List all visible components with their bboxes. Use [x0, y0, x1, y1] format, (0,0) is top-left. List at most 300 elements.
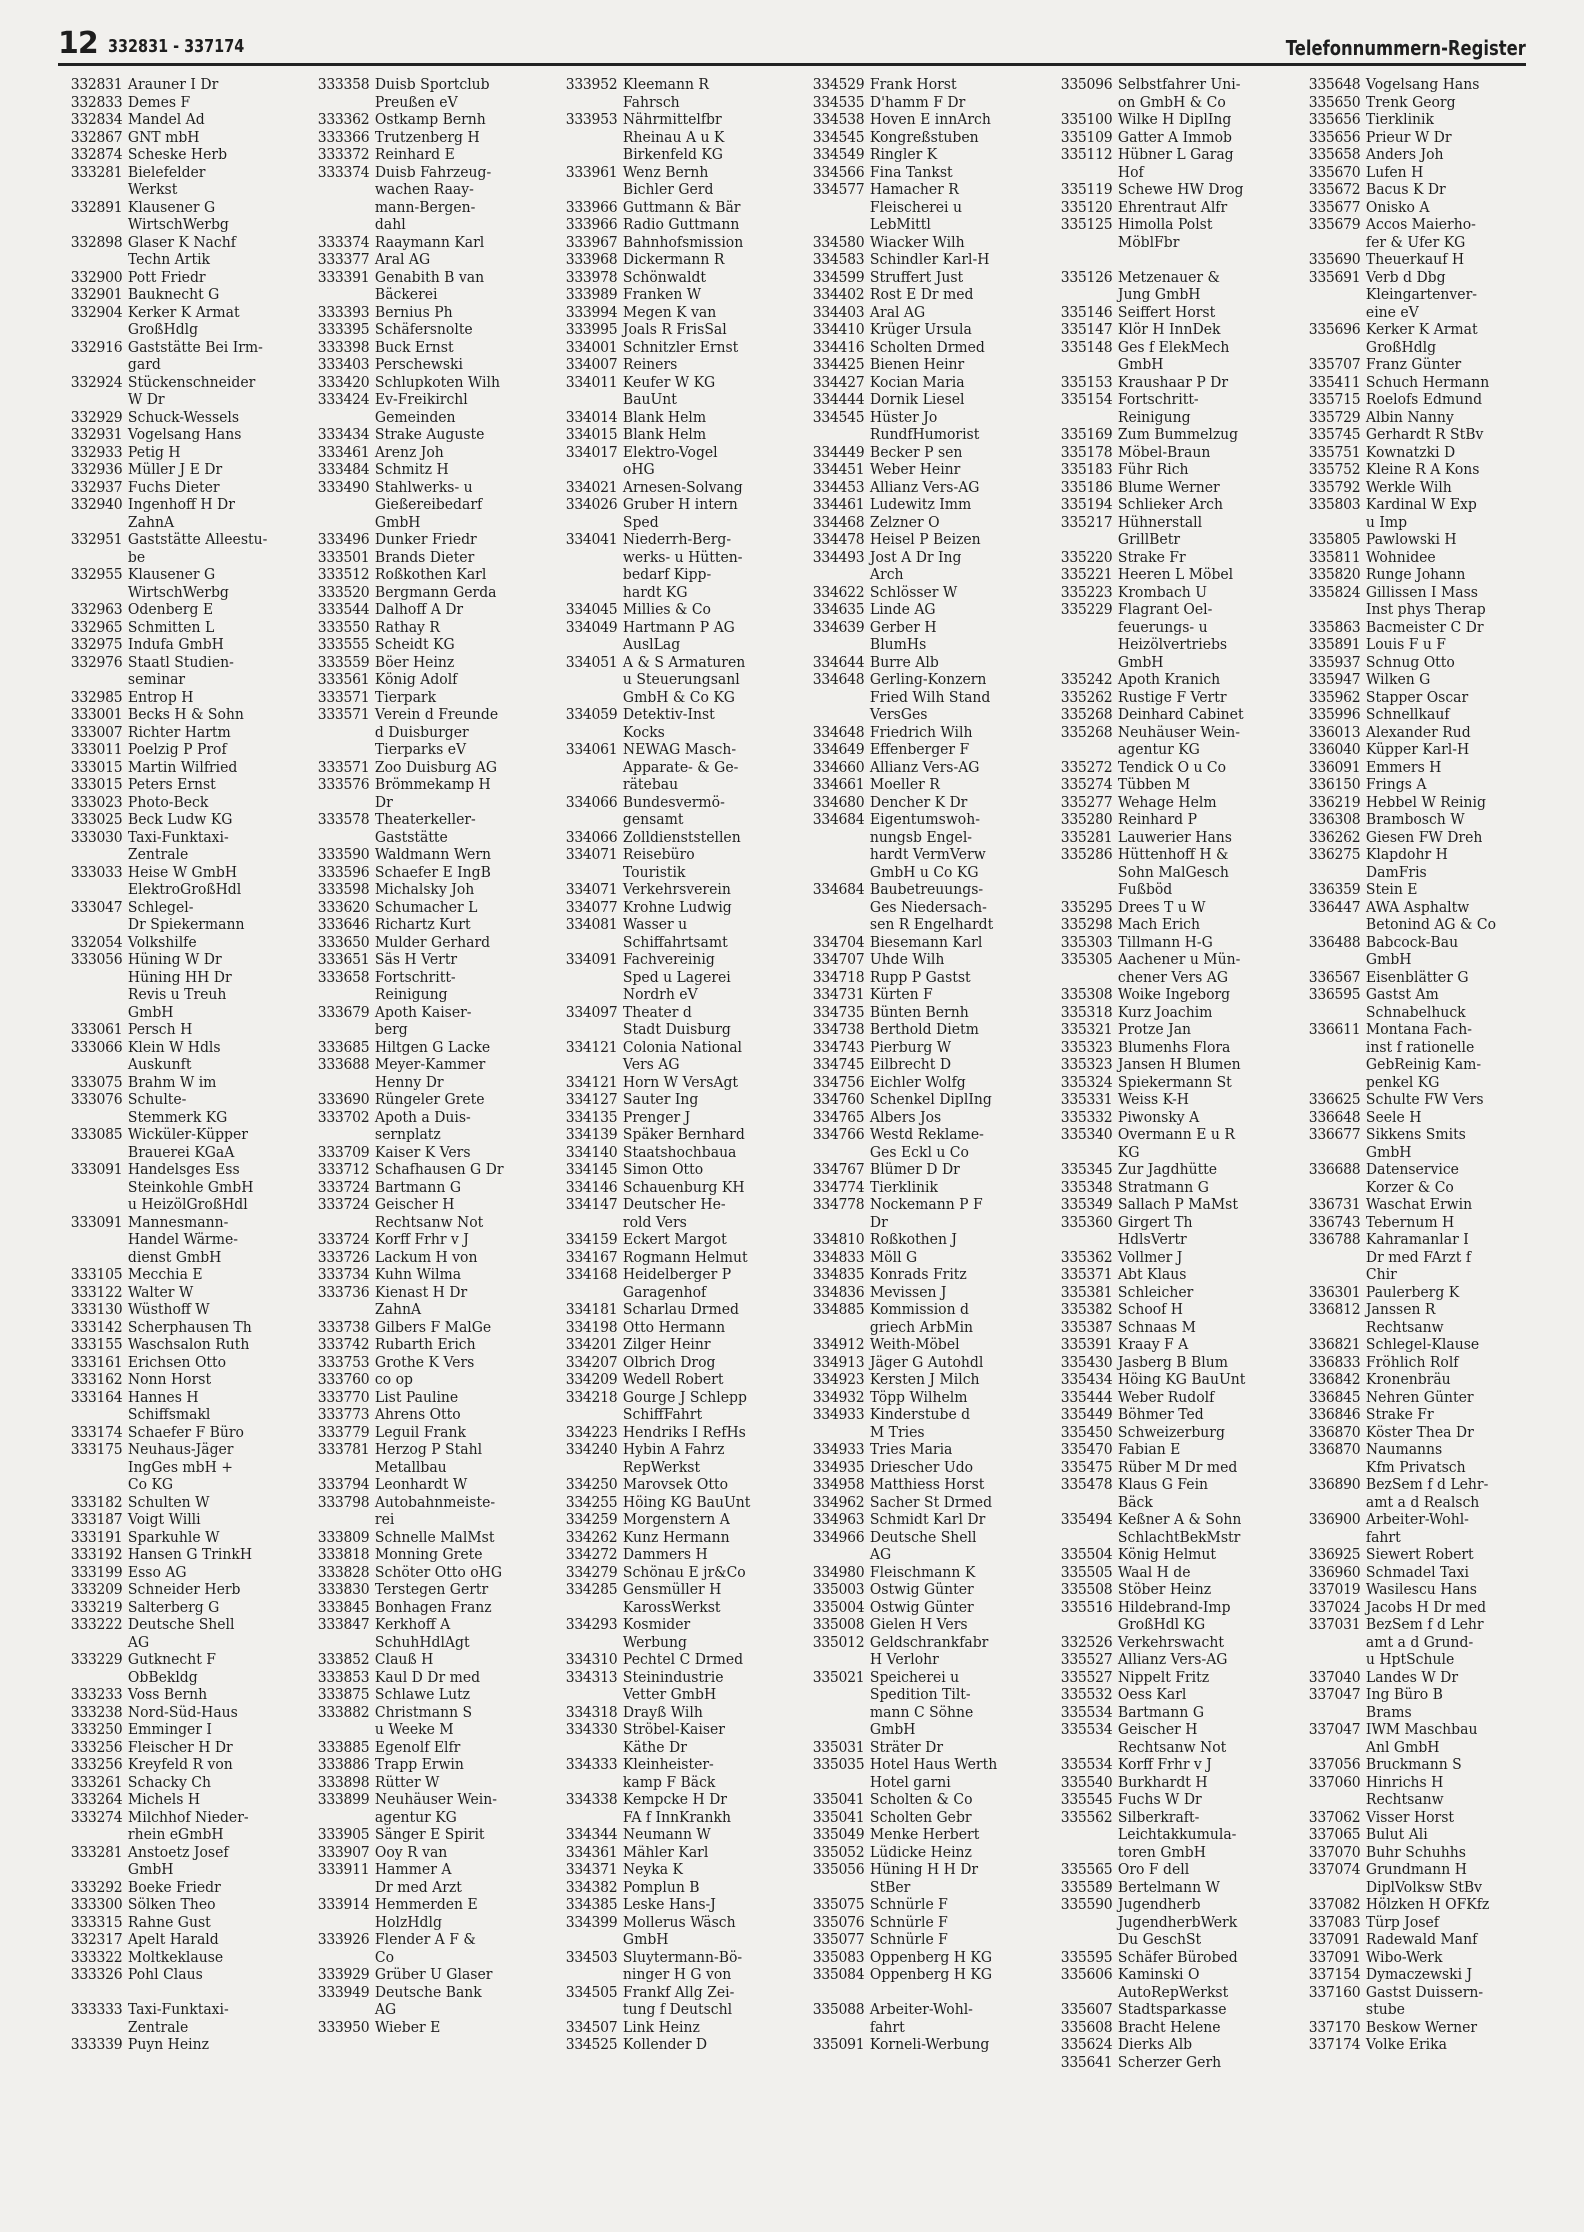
subscriber-name: DamFris — [1365, 862, 1427, 881]
phone-number: 335084 — [812, 1965, 865, 1983]
subscriber-name: Schuch Hermann — [1365, 372, 1490, 391]
phone-number: 332833 — [70, 92, 123, 111]
subscriber-name: Tierklinik — [1365, 110, 1434, 128]
directory-entry — [800, 969, 1030, 987]
directory-entry — [1048, 531, 1278, 549]
directory-entry — [553, 1721, 783, 1739]
phone-number: 333550 — [317, 617, 370, 636]
subscriber-name: KG — [1117, 1142, 1140, 1161]
directory-entry — [1048, 1634, 1278, 1652]
phone-number: 332874 — [70, 145, 123, 163]
directory-entry — [800, 1389, 1030, 1407]
directory-entry — [800, 76, 1030, 94]
directory-entry — [305, 671, 535, 689]
directory-entry — [553, 444, 783, 462]
subscriber-name: Stahlwerks- u — [374, 477, 473, 496]
subscriber-name: Zoo Duisburg AG — [374, 757, 498, 776]
directory-entry — [305, 566, 535, 584]
phone-number: 335707 — [1308, 355, 1361, 373]
subscriber-name: Giesen FW Dreh — [1365, 827, 1483, 846]
subscriber-name: berg — [374, 1020, 408, 1038]
directory-entry — [58, 2001, 288, 2019]
directory-entry — [305, 1424, 535, 1442]
subscriber-name: Dammers H — [622, 1545, 708, 1563]
subscriber-name: Kerkhoff A — [374, 1615, 451, 1633]
directory-entry — [1048, 1354, 1278, 1372]
phone-number: 333209 — [70, 1580, 123, 1598]
subscriber-name: Michalsky Joh — [374, 880, 475, 898]
subscriber-name: Ostkamp Bernh — [374, 110, 486, 128]
subscriber-name: mann-Bergen- — [374, 197, 476, 216]
directory-entry — [1296, 1931, 1526, 1949]
directory-entry — [58, 1021, 288, 1039]
subscriber-name: Betonind AG & Co — [1365, 915, 1497, 933]
phone-number: 335691 — [1308, 267, 1361, 286]
phone-number: 333362 — [317, 110, 370, 128]
directory-entry — [553, 164, 783, 182]
phone-number: 335494 — [1060, 1510, 1113, 1528]
phone-number: 333339 — [70, 2035, 123, 2053]
subscriber-name: Louis F u F — [1365, 635, 1446, 653]
phone-number: 333007 — [70, 722, 123, 741]
directory-entry — [800, 1966, 1030, 1984]
directory-entry — [1296, 741, 1526, 759]
subscriber-name: Millies & Co — [622, 600, 711, 618]
subscriber-name: Schindler Karl-H — [869, 250, 990, 268]
phone-number: 333122 — [70, 1282, 123, 1301]
phone-number: 333911 — [317, 1860, 370, 1878]
subscriber-name: Dunker Friedr — [374, 530, 477, 548]
directory-entry — [1296, 689, 1526, 707]
phone-number: 335534 — [1060, 1702, 1113, 1721]
phone-number: 335100 — [1060, 110, 1113, 128]
subscriber-name: Albin Nanny — [1365, 407, 1454, 426]
directory-entry — [1048, 1406, 1278, 1424]
directory-entry — [58, 181, 288, 199]
subscriber-name: Monning Grete — [374, 1545, 483, 1563]
phone-number: 334538 — [812, 110, 865, 128]
directory-entry — [800, 549, 1030, 567]
subscriber-name: Photo-Beck — [127, 792, 209, 811]
directory-entry — [800, 479, 1030, 497]
subscriber-name: GmbH — [127, 1002, 174, 1021]
phone-number: 336301 — [1308, 1282, 1361, 1301]
directory-entry — [800, 199, 1030, 217]
subscriber-name: Kleinheister- — [622, 1755, 714, 1773]
directory-entry — [58, 1126, 288, 1144]
subscriber-name: Käthe Dr — [622, 1737, 687, 1756]
directory-entry — [1048, 1896, 1278, 1914]
phone-number: 333030 — [70, 827, 123, 846]
subscriber-name: co op — [374, 1370, 413, 1388]
directory-entry — [553, 864, 783, 882]
subscriber-name: Hübner L Garag — [1117, 145, 1234, 163]
directory-entry — [1296, 479, 1526, 497]
directory-column — [553, 76, 803, 2054]
directory-entry — [1296, 1546, 1526, 1564]
subscriber-name: Bernius Ph — [374, 302, 453, 321]
subscriber-name: Nonn Horst — [127, 1370, 212, 1388]
subscriber-name: Egenolf Elfr — [374, 1737, 461, 1756]
subscriber-name: Korff Frhr v J — [1117, 1755, 1212, 1773]
subscriber-name: Lauwerier Hans — [1117, 827, 1232, 846]
phone-number: 335811 — [1308, 547, 1361, 566]
directory-entry — [1296, 1581, 1526, 1599]
subscriber-name: König Helmut — [1117, 1545, 1217, 1563]
phone-number: 333898 — [317, 1772, 370, 1791]
phone-number: 335360 — [1060, 1212, 1113, 1231]
directory-entry — [553, 321, 783, 339]
directory-entry — [800, 531, 1030, 549]
directory-entry — [1048, 1144, 1278, 1162]
subscriber-name: Roelofs Edmund — [1365, 390, 1483, 408]
directory-entry — [553, 129, 783, 147]
subscriber-name: Buhr Schuhhs — [1365, 1842, 1466, 1861]
subscriber-name: Weith-Möbel — [869, 1335, 960, 1353]
subscriber-name: sernplatz — [374, 1125, 441, 1143]
phone-number: 333978 — [565, 267, 618, 286]
subscriber-name: u Imp — [1365, 512, 1408, 531]
subscriber-name: Sträter Dr — [869, 1737, 944, 1756]
phone-number: 335041 — [812, 1790, 865, 1808]
subscriber-name: Höing KG BauUnt — [622, 1492, 751, 1511]
phone-number: 335532 — [1060, 1685, 1113, 1703]
directory-entry — [1296, 1039, 1526, 1057]
phone-number: 335169 — [1060, 425, 1113, 443]
phone-number: 334635 — [812, 600, 865, 618]
subscriber-name: Gießereibedarf — [374, 495, 483, 513]
directory-entry — [553, 1179, 783, 1197]
phone-number: 335450 — [1060, 1422, 1113, 1441]
subscriber-name: BlumHs — [869, 635, 927, 653]
subscriber-name: Mevissen J — [869, 1282, 947, 1301]
subscriber-name: Vetter GmbH — [622, 1685, 717, 1703]
directory-entry — [1048, 1704, 1278, 1722]
directory-entry — [305, 1494, 535, 1512]
directory-entry — [1296, 1984, 1526, 2002]
subscriber-name: Dr — [869, 1212, 888, 1231]
phone-number: 333596 — [317, 862, 370, 881]
phone-number: 335672 — [1308, 180, 1361, 198]
subscriber-name: Rüngeler Grete — [374, 1090, 485, 1108]
phone-number: 337174 — [1308, 2035, 1361, 2053]
phone-number: 335863 — [1308, 617, 1361, 636]
phone-number: 333899 — [317, 1790, 370, 1808]
directory-entry — [305, 706, 535, 724]
subscriber-name: Emmers H — [1365, 757, 1442, 776]
directory-entry — [58, 1931, 288, 1949]
subscriber-name: be — [127, 547, 146, 566]
phone-number: 334139 — [565, 1125, 618, 1143]
directory-entry — [553, 1319, 783, 1337]
subscriber-name: Gutknecht F — [127, 1650, 217, 1668]
directory-entry — [58, 689, 288, 707]
directory-entry — [1048, 1126, 1278, 1144]
subscriber-name: Roßkothen Karl — [374, 565, 487, 583]
phone-number: 332834 — [70, 110, 123, 128]
directory-entry — [1048, 1949, 1278, 1967]
phone-number: 335004 — [812, 1597, 865, 1616]
directory-entry — [800, 1686, 1030, 1704]
phone-number: 335589 — [1060, 1877, 1113, 1896]
phone-number: 334240 — [565, 1440, 618, 1458]
phone-number: 335349 — [1060, 1195, 1113, 1213]
directory-entry — [305, 1319, 535, 1337]
directory-entry — [800, 1109, 1030, 1127]
subscriber-name: Scholten & Co — [869, 1790, 973, 1808]
directory-entry — [305, 1721, 535, 1739]
phone-number: 334272 — [565, 1545, 618, 1563]
directory-entry — [1296, 1004, 1526, 1022]
directory-entry — [1296, 1529, 1526, 1547]
directory-entry — [553, 566, 783, 584]
directory-entry — [1296, 934, 1526, 952]
phone-number: 337060 — [1308, 1772, 1361, 1791]
subscriber-name: Odenberg E — [127, 600, 214, 618]
directory-entry — [305, 129, 535, 147]
directory-entry — [553, 1074, 783, 1092]
phone-number: 335091 — [812, 2035, 865, 2053]
subscriber-name: Deinhard Cabinet — [1117, 705, 1244, 723]
directory-entry — [800, 566, 1030, 584]
subscriber-name: oHG — [622, 460, 655, 478]
subscriber-name: Sänger E Spirit — [374, 1825, 485, 1843]
phone-number: 333905 — [317, 1825, 370, 1843]
subscriber-name: Hannes H — [127, 1387, 199, 1406]
subscriber-name: Schönau E jr&Co — [622, 1562, 746, 1581]
subscriber-name: Gaststätte Alleestu- — [127, 530, 268, 548]
directory-entry — [58, 2036, 288, 2054]
subscriber-name: Taxi-Funktaxi- — [127, 2000, 229, 2018]
phone-number: 334026 — [565, 495, 618, 513]
subscriber-name: Autobahnmeiste- — [374, 1492, 496, 1511]
directory-column — [1048, 76, 1298, 2071]
directory-entry — [305, 636, 535, 654]
subscriber-name: IWM Maschbau — [1365, 1720, 1478, 1738]
directory-entry — [1296, 1809, 1526, 1827]
phone-number: 334097 — [565, 1002, 618, 1021]
directory-entry — [553, 409, 783, 427]
directory-entry — [553, 1844, 783, 1862]
phone-number: 333760 — [317, 1370, 370, 1388]
directory-entry — [1296, 164, 1526, 182]
phone-number: 332951 — [70, 530, 123, 548]
directory-entry — [800, 1196, 1030, 1214]
directory-entry — [553, 514, 783, 532]
directory-entry — [553, 1056, 783, 1074]
subscriber-name: Sölken Theo — [127, 1895, 216, 1913]
subscriber-name: GmbH — [374, 512, 421, 531]
directory-entry — [800, 1896, 1030, 1914]
phone-number: 333688 — [317, 1055, 370, 1073]
phone-number: 334066 — [565, 792, 618, 811]
directory-entry — [305, 1091, 535, 1109]
directory-entry — [1296, 356, 1526, 374]
directory-entry — [800, 1231, 1030, 1249]
phone-number: 336040 — [1308, 740, 1361, 758]
subscriber-name: Wedell Robert — [622, 1370, 724, 1388]
subscriber-name: chener Vers AG — [1117, 967, 1229, 986]
subscriber-name: Horn W VersAgt — [622, 1072, 739, 1091]
subscriber-name: GroßHdlg — [127, 320, 199, 338]
subscriber-name: Wohnidee — [1365, 547, 1436, 566]
phone-number: 334644 — [812, 652, 865, 671]
subscriber-name: GmbH u Co KG — [869, 862, 979, 881]
directory-entry — [800, 601, 1030, 619]
subscriber-name: Gielen H Vers — [869, 1615, 968, 1633]
directory-entry — [58, 794, 288, 812]
phone-number: 334318 — [565, 1702, 618, 1721]
directory-entry — [1048, 1109, 1278, 1127]
directory-entry — [1048, 1599, 1278, 1617]
directory-entry — [1296, 1424, 1526, 1442]
directory-entry — [1296, 94, 1526, 112]
directory-entry — [800, 461, 1030, 479]
directory-entry — [1048, 304, 1278, 322]
subscriber-name: Marovsek Otto — [622, 1475, 728, 1493]
subscriber-name: Tendick O u Co — [1117, 757, 1227, 776]
phone-number: 333056 — [70, 950, 123, 968]
directory-entry — [1048, 2001, 1278, 2019]
directory-entry — [800, 496, 1030, 514]
directory-entry — [1048, 1809, 1278, 1827]
phone-number: 334427 — [812, 372, 865, 391]
directory-entry — [1048, 1529, 1278, 1547]
subscriber-name: ObBekldg — [127, 1667, 198, 1686]
subscriber-name: Brahm W im — [127, 1072, 217, 1091]
phone-number: 333742 — [317, 1335, 370, 1353]
subscriber-name: Kraushaar P Dr — [1117, 372, 1229, 391]
phone-number: 332317 — [70, 1930, 123, 1948]
subscriber-name: u HeizölGroßHdl — [127, 1195, 248, 1213]
directory-entry — [1048, 1774, 1278, 1792]
subscriber-name: Link Heinz — [622, 2017, 700, 2036]
phone-number: 333620 — [317, 897, 370, 916]
subscriber-name: Piwonsky A — [1117, 1107, 1200, 1126]
directory-entry — [800, 1599, 1030, 1617]
phone-number: 334933 — [812, 1440, 865, 1458]
phone-number: 334756 — [812, 1072, 865, 1091]
directory-entry — [1048, 496, 1278, 514]
phone-number: 334081 — [565, 915, 618, 933]
directory-entry — [58, 1301, 288, 1319]
directory-entry — [553, 374, 783, 392]
subscriber-name: Schlupkoten Wilh — [374, 372, 500, 391]
directory-entry — [553, 1494, 783, 1512]
directory-entry — [305, 1634, 535, 1652]
directory-entry — [800, 1634, 1030, 1652]
directory-entry — [305, 1284, 535, 1302]
subscriber-name: Indufa GmbH — [127, 635, 224, 653]
subscriber-name: Meyer-Kammer — [374, 1055, 486, 1073]
phone-number: 334402 — [812, 285, 865, 303]
subscriber-name: BezSem f d Lehr- — [1365, 1475, 1489, 1493]
subscriber-name: Co — [374, 1947, 395, 1966]
phone-number: 335147 — [1060, 320, 1113, 338]
subscriber-name: Heise W GmbH — [127, 862, 238, 881]
subscriber-name: Böer Heinz — [374, 652, 455, 671]
directory-entry — [305, 1039, 535, 1057]
phone-number: 334007 — [565, 355, 618, 373]
directory-entry — [305, 1756, 535, 1774]
directory-entry — [553, 1231, 783, 1249]
phone-number: 334745 — [812, 1055, 865, 1073]
subscriber-name: Erichsen Otto — [127, 1352, 227, 1371]
directory-entry — [1296, 986, 1526, 1004]
subscriber-name: Schnaas M — [1117, 1317, 1196, 1336]
directory-entry — [1296, 706, 1526, 724]
phone-number: 335229 — [1060, 600, 1113, 618]
subscriber-name: kamp F Bäck — [622, 1772, 716, 1791]
phone-number: 335272 — [1060, 757, 1113, 776]
subscriber-name: GmbH — [622, 1930, 669, 1948]
directory-entry — [800, 94, 1030, 112]
subscriber-name: Verkehrsverein — [622, 880, 731, 898]
directory-entry — [1048, 479, 1278, 497]
subscriber-name: Petig H — [127, 442, 181, 461]
subscriber-name: Pohl Claus — [127, 1965, 203, 1983]
phone-number: 335478 — [1060, 1475, 1113, 1493]
phone-number: 333233 — [70, 1685, 123, 1703]
directory-entry — [1296, 759, 1526, 777]
subscriber-name: Arbeiter-Wohl- — [1365, 1510, 1469, 1528]
directory-entry — [305, 1406, 535, 1424]
directory-entry — [58, 1861, 288, 1879]
phone-number: 335595 — [1060, 1947, 1113, 1966]
subscriber-name: Brams — [1365, 1702, 1412, 1721]
directory-entry — [1048, 1616, 1278, 1634]
subscriber-name: Klausener G — [127, 197, 216, 216]
phone-number: 334425 — [812, 355, 865, 373]
subscriber-name: Bertelmann W — [1117, 1877, 1220, 1896]
subscriber-name: Schnürle F — [869, 1895, 948, 1913]
directory-entry — [1048, 1301, 1278, 1319]
directory-entry — [305, 426, 535, 444]
directory-entry — [305, 969, 535, 987]
subscriber-name: Volke Erika — [1365, 2035, 1447, 2053]
directory-entry — [1048, 1476, 1278, 1494]
subscriber-name: Himolla Polst — [1117, 215, 1213, 233]
phone-number: 334778 — [812, 1195, 865, 1213]
subscriber-name: Matthiess Horst — [869, 1475, 985, 1493]
subscriber-name: Onisko A — [1365, 197, 1430, 216]
directory-entry — [1296, 864, 1526, 882]
directory-entry — [305, 1984, 535, 2002]
subscriber-name: Ringler K — [869, 145, 938, 163]
subscriber-name: Hartmann P AG — [622, 617, 735, 636]
subscriber-name: RundfHumorist — [869, 425, 980, 443]
subscriber-name: Richter Hartm — [127, 722, 231, 741]
directory-entry — [1048, 1546, 1278, 1564]
subscriber-name: Schmitten L — [127, 617, 215, 636]
phone-number: 335146 — [1060, 302, 1113, 321]
directory-entry — [58, 864, 288, 882]
phone-number: 334583 — [812, 250, 865, 268]
phone-number: 335052 — [812, 1842, 865, 1861]
directory-entry — [1296, 1459, 1526, 1477]
directory-entry — [800, 1039, 1030, 1057]
directory-entry — [1048, 1039, 1278, 1057]
directory-entry — [1296, 619, 1526, 637]
phone-number: 336219 — [1308, 792, 1361, 811]
subscriber-name: Nordrh eV — [622, 985, 698, 1003]
directory-entry — [800, 1161, 1030, 1179]
phone-number: 334966 — [812, 1527, 865, 1546]
subscriber-name: Gourge J Schlepp — [622, 1387, 747, 1406]
subscriber-name: NEWAG Masch- — [622, 740, 737, 758]
phone-number: 337024 — [1308, 1597, 1361, 1616]
subscriber-name: Blümer D Dr — [869, 1160, 960, 1178]
